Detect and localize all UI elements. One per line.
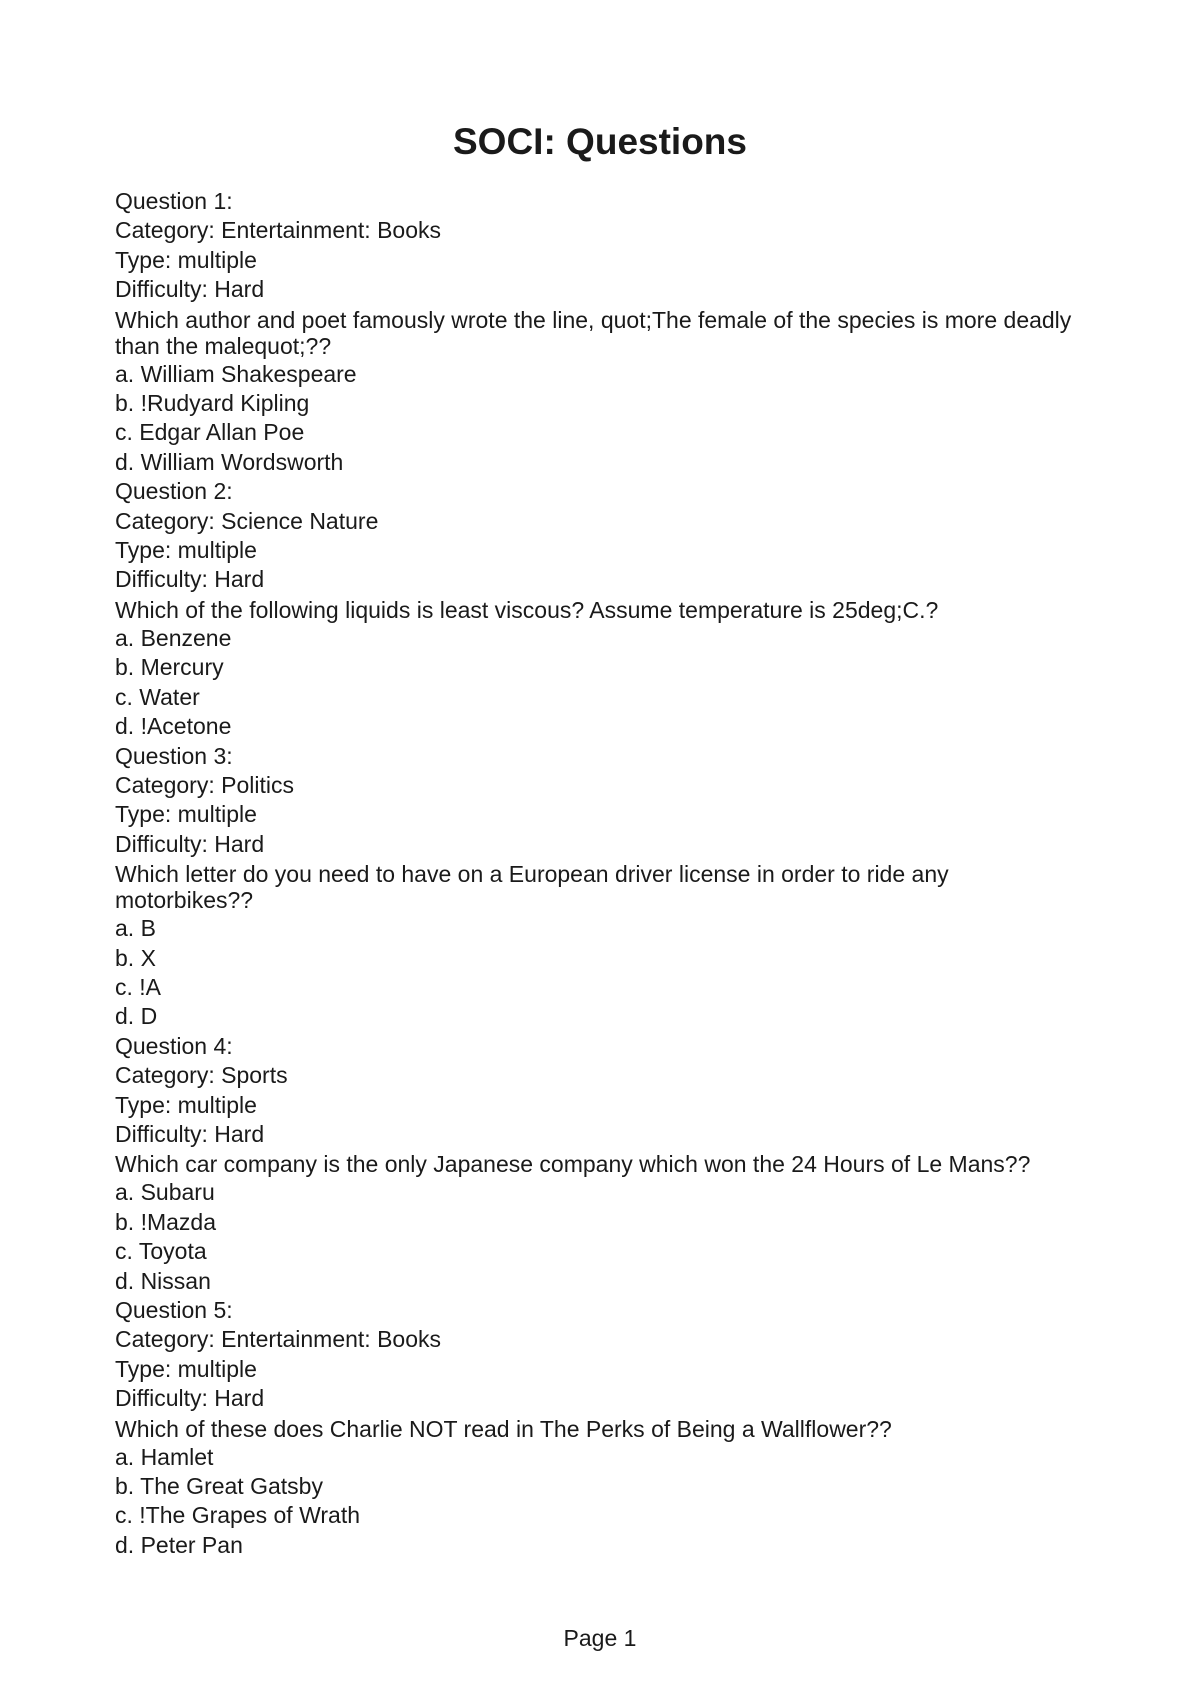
answer-option: c. Edgar Allan Poe <box>115 419 305 446</box>
question-type: Type: multiple <box>115 537 257 564</box>
document-title: SOCI: Questions <box>453 121 747 162</box>
question-text: Which car company is the only Japanese company which won the 24 Hours of Le Mans?? <box>115 1151 1031 1178</box>
question-category: Category: Entertainment: Books <box>115 217 441 244</box>
question-block-2 <box>115 477 1075 741</box>
question-type: Type: multiple <box>115 1091 257 1118</box>
answer-option: d. Nissan <box>115 1267 211 1294</box>
answer-option: b. !Mazda <box>115 1208 216 1235</box>
answer-option: a. Hamlet <box>115 1443 214 1470</box>
question-text: Which author and poet famously wrote the line, quot;The female of the species is more deadly than the malequot;?? <box>115 306 1072 359</box>
question-type: Type: multiple <box>115 1355 257 1382</box>
answer-option: a. William Shakespeare <box>115 360 357 387</box>
question-category: Category: Science Nature <box>115 507 379 534</box>
question-heading: Question 4: <box>115 1032 233 1059</box>
question-heading: Question 2: <box>115 478 233 505</box>
question-difficulty: Difficulty: Hard <box>115 276 265 303</box>
answer-option: c. !A <box>115 973 162 1000</box>
question-text: Which of these does Charlie NOT read in The Perks of Being a Wallflower?? <box>115 1415 892 1442</box>
question-difficulty: Difficulty: Hard <box>115 1120 265 1147</box>
question-difficulty: Difficulty: Hard <box>115 830 265 857</box>
question-list <box>115 187 1075 1560</box>
answer-option: b. Mercury <box>115 654 224 681</box>
answer-option: a. Benzene <box>115 624 232 651</box>
question-block-1 <box>115 187 1075 477</box>
question-category: Category: Entertainment: Books <box>115 1326 441 1353</box>
page-number: Page 1 <box>563 1625 637 1651</box>
question-block-4 <box>115 1032 1075 1296</box>
question-text: Which letter do you need to have on a European driver license in order to ride any motorbikes?? <box>115 861 949 914</box>
question-type: Type: multiple <box>115 801 257 828</box>
answer-option: a. B <box>115 915 156 942</box>
question-block-3 <box>115 742 1075 1032</box>
question-heading: Question 1: <box>115 188 233 214</box>
question-heading: Question 5: <box>115 1297 233 1323</box>
answer-option: c. Toyota <box>115 1238 207 1265</box>
answer-option: b. The Great Gatsby <box>115 1473 323 1500</box>
question-difficulty: Difficulty: Hard <box>115 1385 265 1412</box>
question-category: Category: Politics <box>115 771 294 798</box>
answer-option: d. D <box>115 1003 158 1030</box>
answer-option: b. !Rudyard Kipling <box>115 390 310 417</box>
answer-option: c. !The Grapes of Wrath <box>115 1502 361 1529</box>
answer-option: d. William Wordsworth <box>115 448 344 475</box>
question-block-5 <box>115 1296 1075 1560</box>
question-difficulty: Difficulty: Hard <box>115 566 265 593</box>
question-text: Which of the following liquids is least viscous? Assume temperature is 25deg;C.? <box>115 596 939 623</box>
answer-option: b. X <box>115 944 156 971</box>
question-category: Category: Sports <box>115 1062 288 1089</box>
question-type: Type: multiple <box>115 246 257 273</box>
answer-option: d. Peter Pan <box>115 1531 243 1558</box>
answer-option: c. Water <box>115 683 200 710</box>
answer-option: a. Subaru <box>115 1179 215 1206</box>
answer-option: d. !Acetone <box>115 713 232 740</box>
question-heading: Question 3: <box>115 742 233 769</box>
